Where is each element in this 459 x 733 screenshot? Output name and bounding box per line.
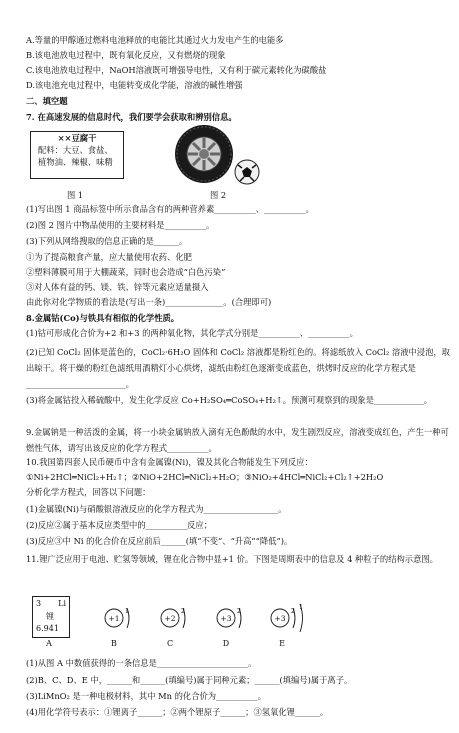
question-8-stem: 8.金属钴(Co)与铁具有相似的化学性质。: [26, 313, 180, 323]
atomic-number: 3: [36, 599, 42, 608]
label-c: C: [166, 639, 174, 648]
shell-d-1: 2: [236, 607, 242, 615]
q7-option1: ①为了提高粮食产量，应大量使用农药、化肥: [26, 252, 192, 262]
q11-part2: (2)B、C、D、E 中，______和______(填编号)属于同种元素；______(填编号)属于离子。: [26, 675, 353, 685]
tire-icon: [175, 125, 233, 183]
figure-1-caption: 图 1: [67, 190, 84, 200]
q8-part3: (3)将金属钴投入稀硫酸中，发生化学反应 Co+H₂SO₄═CoSO₄+H₂↑。预测可观察到的现象是____________。: [26, 395, 433, 405]
label-e: E: [279, 639, 285, 648]
element-symbol: Li: [58, 599, 66, 608]
football-icon: [235, 160, 259, 184]
food-label-line2: 植物油、辣椒、味精: [38, 157, 113, 167]
label-b: B: [111, 639, 117, 648]
q8-part1: (1)钴可形成化合价为+2 和+3 的两种氧化物，其化学式分别是__________、__________。: [26, 328, 358, 338]
option-a: A.等量的甲醇通过燃料电池释放的电能比其通过火力发电产生的电能多: [26, 35, 284, 45]
q11-part1: (1)从图 A 中数值获得的一条信息是______________________。: [26, 658, 257, 668]
q7-part3: (3)下列从网络搜取的信息正确的是______。: [26, 236, 188, 246]
atomic-structure-diagrams: [96, 596, 316, 652]
q10-part3: (3)反应③中 Ni 的化合价在反应前后______(填“不变”、“升高”“降低”)。: [26, 536, 293, 546]
nucleus-e: +3: [274, 614, 286, 623]
food-label-figure: [30, 131, 124, 179]
q7-option2: ②塑料薄膜可用于大棚蔬菜，同时也会造成“白色污染”: [26, 267, 226, 277]
food-label-title: ××豆腐干: [57, 133, 97, 143]
option-b: B.该电池放电过程中，既有氧化反应，又有燃烧的现象: [26, 50, 226, 60]
option-d: D.该电池充电过程中，电能转变成化学能，溶液的碱性增强: [26, 80, 243, 90]
q7-opinion: 由此你对化学物质的看法是(写出一条)______________。(合理即可): [26, 297, 272, 307]
q10-instruction: 分析化学方程式，回答以下问题：: [26, 487, 151, 497]
element-name: 锂: [46, 612, 54, 621]
tire-ball-figure: [172, 124, 262, 186]
q7-option3: ③对人体有益的钙、镁、铁、锌等元素应适量摄入: [26, 282, 209, 292]
label-d: D: [222, 639, 230, 648]
periodic-cell-lithium: [32, 596, 70, 638]
question-10-stem: 10.我国第四套人民币硬币中含有金属镍(Ni)，镍及其化合物能发生下列反应：: [26, 457, 313, 467]
label-a: A: [46, 638, 52, 648]
nucleus-b: +1: [108, 614, 120, 623]
food-label-line1: 配料：大豆、食盐、: [38, 145, 113, 155]
nucleus-d: +3: [220, 614, 232, 623]
q7-part2: (2)图 2 图片中物品使用的主要材料是__________。: [26, 220, 215, 230]
atomic-mass: 6.941: [36, 624, 59, 633]
q7-part1: (1)写出图 1 商品标签中所示食品含有的两种营养素__________、__________。: [26, 204, 314, 214]
q10-part2: (2)反应②属于基本反应类型中的__________反应；: [26, 520, 212, 530]
question-11-stem: 11.锂广泛应用于电池、贮氢等领域，锂在化合物中显+1 价。下图是周期表中的信息及 4 种粒子的结构示意图。: [26, 554, 438, 564]
q10-part1: (1)金属镍(Ni)与硝酸银溶液反应的化学方程式为__________________。: [26, 504, 287, 514]
shell-b-1: 1: [124, 607, 130, 615]
q8-part2: (2)已知 CoCl₂ 固体是蓝色的，CoCl₂·6H₂O 固体和 CoCl₂ 溶液都是粉红色的。将滤纸放入 CoCl₂ 溶液中浸泡，取出晾干。将干燥的粉红色滤纸用酒精灯小心烘烤，滤纸由粉红色逐渐变成蓝色，烘烤时反应的化学方程式是________________________。: [26, 347, 450, 389]
shell-e-1: 2: [290, 607, 296, 615]
shell-e-2: 1: [298, 603, 304, 611]
section-heading: 二、填空题: [26, 96, 68, 106]
figure-2-caption: 图 2: [210, 190, 227, 200]
q10-equations: ①Ni+2HCl═NiCl₂+H₂↑；②NiO+2HCl═NiCl₂+H₂O；③NiO₂+4HCl═NiCl₂+Cl₂↑+2H₂O: [26, 472, 384, 482]
q11-part4: (4)用化学符号表示：①锂离子______；②两个锂原子______；③氢氧化锂______。: [26, 707, 329, 717]
nucleus-c: +2: [164, 614, 176, 623]
option-c: C.该电池放电过程中，NaOH溶液既可增强导电性，又有利于碳元素转化为碳酸盐: [26, 65, 327, 75]
question-9: 9.金属钠是一种活泼的金属，将一小块金属钠放入滴有无色酚酞的水中，发生剧烈反应，溶液变成红色，产生一种可燃性气体，请写出该反应的化学方程式__________。: [26, 427, 449, 453]
question-7-stem: 7. 在高速发展的信息时代，我们要学会获取和辨别信息。: [26, 112, 237, 122]
q11-part3: (3)LiMnO₂ 是一种电极材料，其中 Mn 的化合价为__________。: [26, 691, 266, 701]
shell-c-1: 2: [180, 607, 186, 615]
